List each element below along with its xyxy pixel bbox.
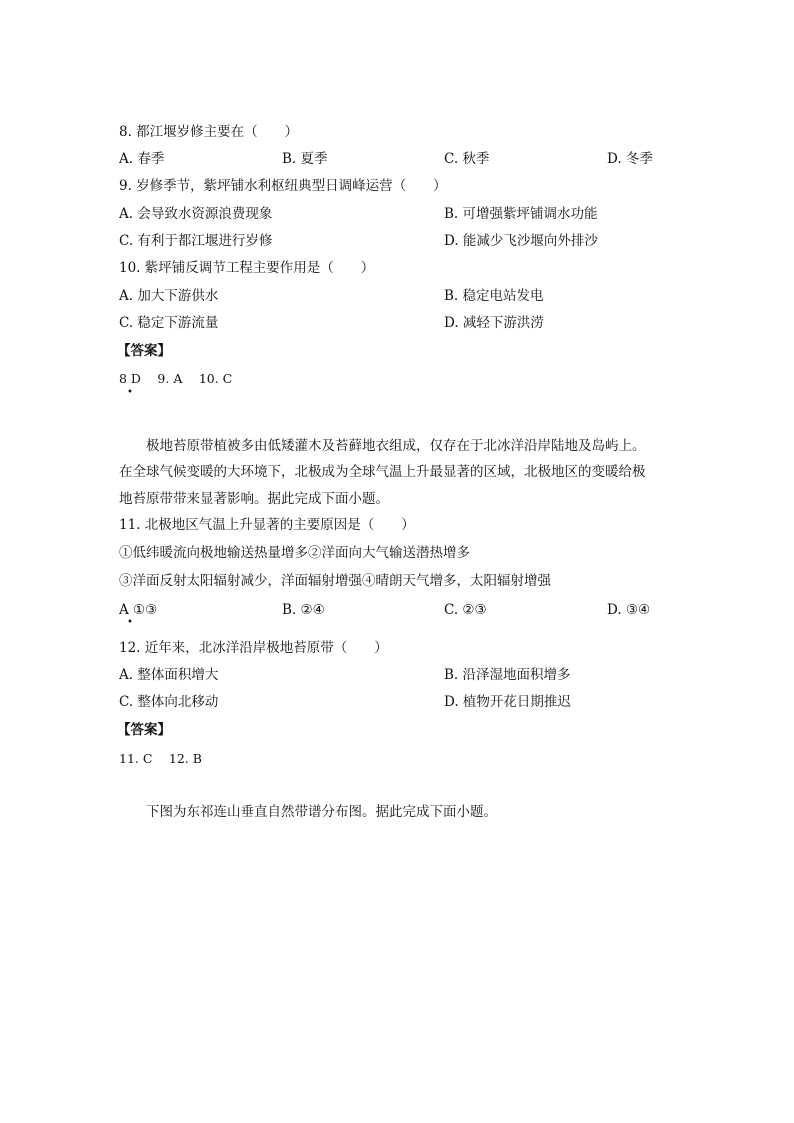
- q11-option-a: A ①③: [119, 602, 158, 618]
- passage3-line-1: 下图为东祁连山垂直自然带谱分布图。据此完成下面小题。: [146, 804, 497, 820]
- q11-option-d: D. ③④: [607, 602, 651, 618]
- q12-option-c: C. 整体向北移动: [119, 694, 219, 710]
- passage2-line-2: 在全球气候变暖的大环境下，北极成为全球气温上升最显著的区域，北极地区的变暖给极: [119, 464, 646, 480]
- q12-stem: 12. 近年来，北冰洋沿岸极地苔原带（ ）: [119, 640, 388, 656]
- q9-option-d: D. 能减少飞沙堰向外排沙: [444, 233, 598, 249]
- q10-stem: 10. 紫坪铺反调节工程主要作用是（ ）: [119, 260, 375, 276]
- q11-item-1: ①低纬暖流向极地输送热量增多②洋面向大气输送潜热增多: [119, 545, 470, 561]
- q11-stem: 11. 北极地区气温上升显著的主要原因是（ ）: [119, 517, 415, 533]
- answer-text-1: 8 D 9. A 10. C: [119, 371, 233, 386]
- q8-option-c: C. 秋季: [444, 151, 490, 167]
- q9-stem: 9. 岁修季节，紫坪铺水利枢纽典型日调峰运营（ ）: [119, 178, 447, 194]
- q9-option-c: C. 有利于都江堰进行岁修: [119, 233, 273, 249]
- q9-option-a: A. 会导致水资源浪费现象: [119, 206, 273, 222]
- passage2-line-1: 极地苔原带植被多由低矮灌木及苔藓地衣组成，仅存在于北冰洋沿岸陆地及岛屿上。: [146, 438, 646, 454]
- q12-option-b: B. 沿泽湿地面积增多: [444, 667, 571, 683]
- q12-option-d: D. 植物开花日期推迟: [444, 694, 571, 710]
- answer-label-2: 【答案】: [117, 722, 171, 738]
- q12-option-a: A. 整体面积增大: [119, 667, 219, 683]
- q8-option-a: A. 春季: [119, 151, 165, 167]
- answer-label-1: 【答案】: [117, 343, 171, 359]
- bullet-dot-1: •: [127, 387, 133, 398]
- passage2-line-3: 地苔原带带来显著影响。据此完成下面小题。: [119, 491, 389, 507]
- q10-option-a: A. 加大下游供水: [119, 288, 219, 304]
- q8-option-b: B. 夏季: [282, 151, 328, 167]
- q11-option-c: C. ②③: [444, 602, 487, 618]
- q10-option-c: C. 稳定下游流量: [119, 315, 219, 331]
- q11-item-2: ③洋面反射太阳辐射减少，洋面辐射增强④晴朗天气增多，太阳辐射增强: [119, 573, 551, 589]
- q8-option-d: D. 冬季: [607, 151, 653, 167]
- bullet-dot-2: •: [127, 617, 133, 628]
- q8-stem: 8. 都江堰岁修主要在（ ）: [119, 124, 299, 140]
- answer-text-2: 11. C 12. B: [119, 751, 202, 766]
- q10-option-b: B. 稳定电站发电: [444, 288, 544, 304]
- q10-option-d: D. 减轻下游洪涝: [444, 315, 544, 331]
- q11-option-b: B. ②④: [282, 602, 325, 618]
- q9-option-b: B. 可增强紫坪铺调水功能: [444, 206, 598, 222]
